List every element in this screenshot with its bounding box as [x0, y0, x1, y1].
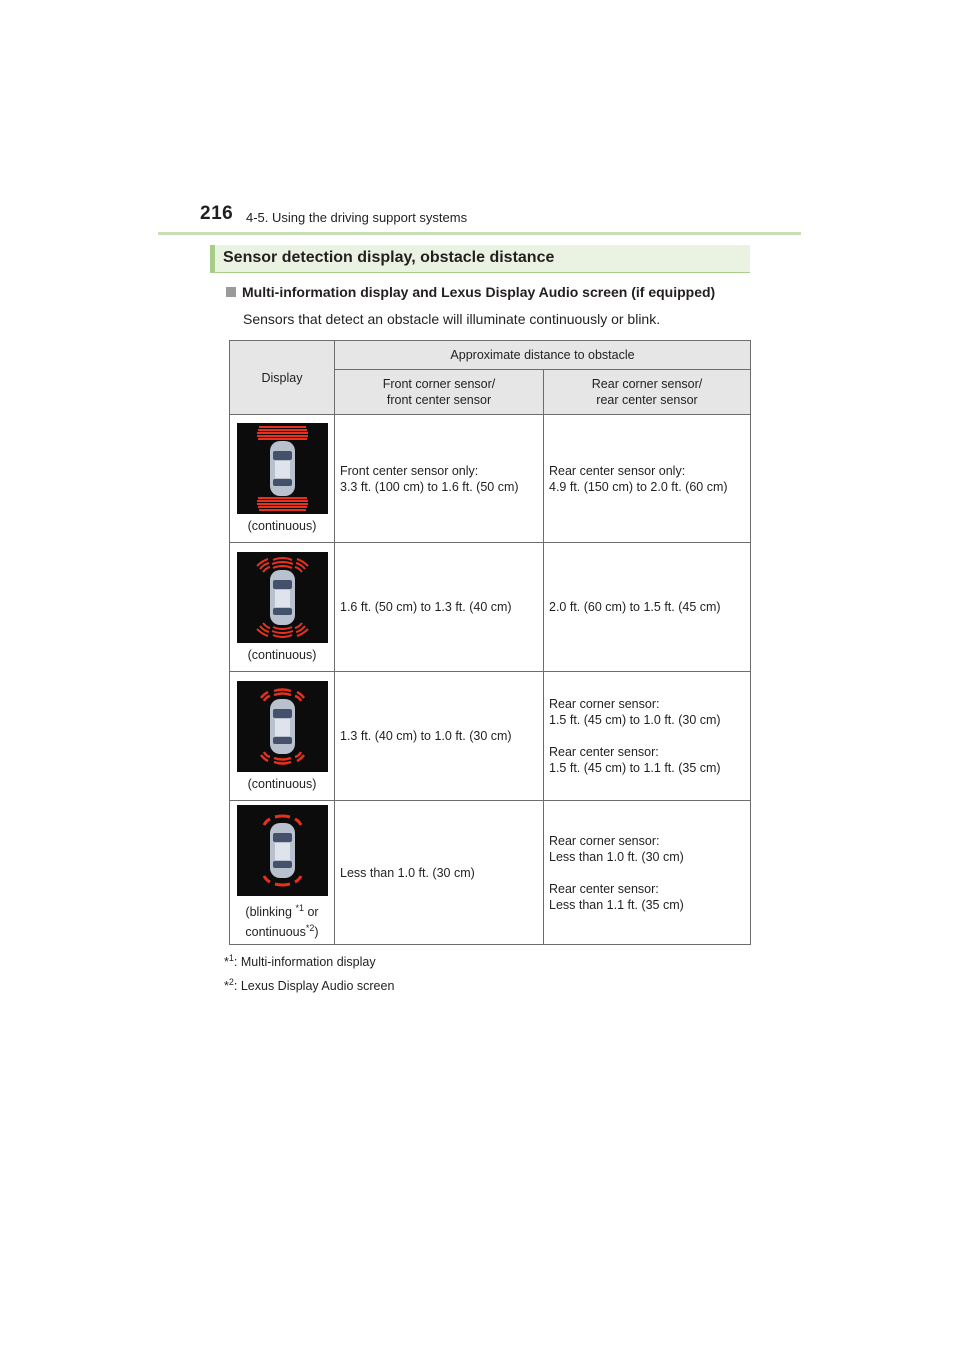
display-cell	[230, 415, 335, 543]
header-rear-line2: rear center sensor	[596, 393, 698, 407]
footnote-mark: *	[224, 979, 229, 994]
sensor-table	[229, 340, 751, 945]
rear-distance-cell	[544, 801, 751, 945]
rear-distance-value: 4.9 ft. (150 cm) to 2.0 ft. (60 cm)	[549, 479, 728, 494]
footnote-ref-1: *1	[295, 902, 304, 913]
rear-distance-cell	[544, 672, 751, 801]
footnote-number: 1	[228, 953, 234, 963]
footnote-number: 2	[228, 977, 234, 987]
display-cell	[230, 801, 335, 945]
rear-distance-label: Rear center sensor only:	[549, 463, 686, 478]
front-distance-cell	[335, 415, 544, 543]
header-rear-line1: Rear corner sensor/	[591, 377, 703, 391]
header-distance-group: Approximate distance to obstacle	[335, 341, 751, 370]
header-rule	[158, 232, 801, 235]
subsection-heading-text: Multi-information display and Lexus Display Audio screen (if equipped)	[242, 284, 716, 300]
rear-center-label: Rear center sensor:	[549, 881, 659, 896]
header-front-sensor	[335, 370, 544, 415]
rear-center-value: Less than 1.1 ft. (35 cm)	[549, 897, 684, 912]
display-caption	[245, 900, 318, 940]
rear-center-label: Rear center sensor:	[549, 745, 659, 759]
rear-center-value: 1.5 ft. (45 cm) to 1.1 ft. (35 cm)	[549, 761, 721, 775]
front-distance-label: Front center sensor only:	[340, 463, 479, 478]
caption-continuous: continuous	[245, 925, 306, 940]
front-distance-cell: Less than 1.0 ft. (30 cm)	[335, 801, 544, 945]
sensor-display-level4-icon	[237, 805, 328, 896]
square-bullet-icon	[226, 287, 236, 297]
rear-corner-label: Rear corner sensor:	[549, 833, 660, 848]
footnote-text: : Multi-information display	[233, 955, 376, 970]
display-caption: (continuous)	[247, 519, 317, 533]
rear-corner-value: 1.5 ft. (45 cm) to 1.0 ft. (30 cm)	[549, 713, 721, 727]
table-row	[230, 801, 751, 945]
rear-distance-cell	[544, 415, 751, 543]
header-display: Display	[230, 341, 335, 415]
front-distance-cell: 1.6 ft. (50 cm) to 1.3 ft. (40 cm)	[335, 543, 544, 672]
display-caption: (continuous)	[247, 647, 317, 662]
sensor-display-level2-icon	[237, 552, 328, 643]
rear-distance-cell: 2.0 ft. (60 cm) to 1.5 ft. (45 cm)	[544, 543, 751, 672]
sensor-display-level3-icon	[237, 681, 328, 772]
footnote-mark: *	[224, 955, 229, 970]
display-cell	[230, 672, 335, 801]
table-row	[230, 543, 751, 672]
footnote-2	[224, 977, 394, 993]
caption-blinking: (blinking	[245, 905, 292, 919]
section-path: 4-5. Using the driving support systems	[246, 210, 468, 225]
caption-or: or	[307, 905, 319, 919]
footnote-text: : Lexus Display Audio screen	[233, 979, 395, 994]
subsection-heading	[226, 284, 715, 300]
header-front-line2: front center sensor	[386, 393, 492, 407]
page-number: 216	[200, 203, 234, 224]
section-heading-box	[210, 245, 750, 273]
front-distance-cell: 1.3 ft. (40 cm) to 1.0 ft. (30 cm)	[335, 672, 544, 801]
intro-text: Sensors that detect an obstacle will illuminate continuously or blink.	[243, 311, 661, 327]
table-row	[230, 672, 751, 801]
table-row	[230, 415, 751, 543]
header-front-line1: Front corner sensor/	[382, 377, 496, 391]
section-title: Sensor detection display, obstacle distance	[223, 249, 555, 266]
display-caption: (continuous)	[247, 776, 317, 791]
front-distance-value: 3.3 ft. (100 cm) to 1.6 ft. (50 cm)	[340, 479, 519, 494]
display-cell	[230, 543, 335, 672]
rear-corner-value: Less than 1.0 ft. (30 cm)	[549, 849, 684, 864]
caption-close-paren: )	[314, 925, 319, 940]
sensor-display-level1-icon	[237, 423, 328, 514]
footnote-1	[224, 953, 376, 969]
footnote-ref-2: *2	[305, 923, 315, 933]
header-rear-sensor	[544, 370, 751, 415]
rear-corner-label: Rear corner sensor:	[549, 697, 660, 711]
